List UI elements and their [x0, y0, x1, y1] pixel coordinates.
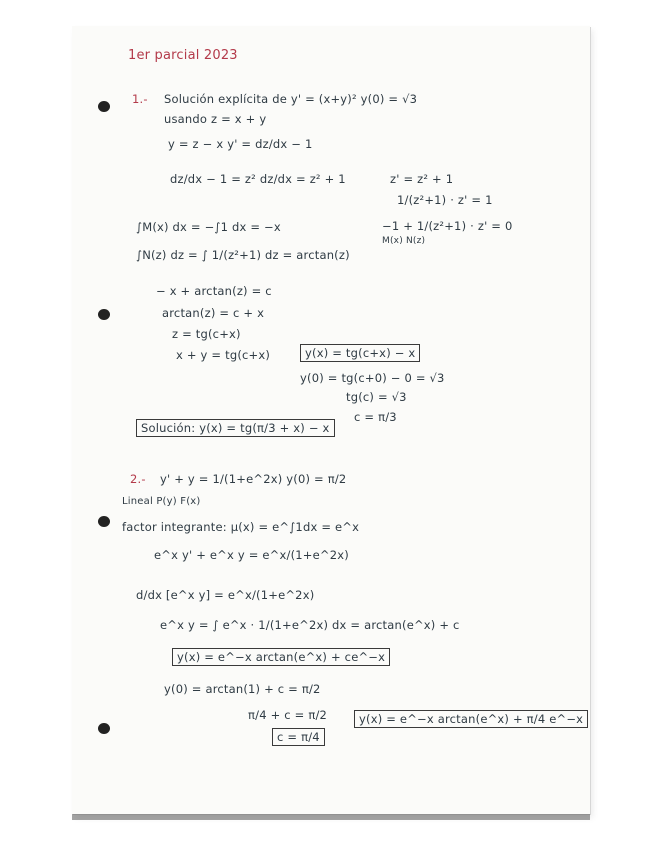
problem-statement: Solución explícita de y' = (x+y)² y(0) = √3 — [164, 92, 418, 106]
math-line: x + y = tg(c+x) — [176, 348, 271, 362]
math-line: −1 + 1/(z²+1) · z' = 0 — [382, 219, 513, 233]
math-line: ∫M(x) dx = −∫1 dx = −x — [136, 220, 281, 234]
math-line: Lineal P(y) F(x) — [122, 496, 201, 507]
math-line: M(x) N(z) — [382, 236, 426, 246]
solution-box: Solución: y(x) = tg(π/3 + x) − x — [136, 419, 335, 437]
math-line: usando z = x + y — [164, 112, 267, 126]
page-title: 1er parcial 2023 — [128, 48, 238, 63]
boxed-constant: c = π/4 — [272, 728, 325, 746]
boxed-general-solution: y(x) = e^−x arctan(e^x) + ce^−x — [172, 648, 390, 666]
solution-box: y(x) = e^−x arctan(e^x) + π/4 e^−x — [354, 710, 588, 728]
binder-hole — [98, 723, 110, 734]
math-line: − x + arctan(z) = c — [156, 284, 272, 298]
math-line: d/dx [e^x y] = e^x/(1+e^2x) — [136, 588, 315, 602]
boxed-general-solution: y(x) = tg(c+x) − x — [300, 344, 420, 362]
math-line: z = tg(c+x) — [172, 327, 241, 341]
math-line: c = π/3 — [354, 410, 397, 424]
math-line: z' = z² + 1 — [390, 172, 454, 186]
notebook-page — [72, 26, 590, 814]
math-line: y(0) = tg(c+0) − 0 = √3 — [300, 371, 445, 385]
math-line: y(0) = arctan(1) + c = π/2 — [164, 682, 321, 696]
math-line: arctan(z) = c + x — [162, 306, 265, 320]
binder-hole — [98, 101, 110, 112]
math-line: ∫N(z) dz = ∫ 1/(z²+1) dz = arctan(z) — [136, 248, 350, 262]
math-line: factor integrante: μ(x) = e^∫1dx = e^x — [122, 520, 360, 534]
problem-number: 2.- — [130, 472, 146, 486]
binder-hole — [98, 309, 110, 320]
math-line: dz/dx − 1 = z² dz/dx = z² + 1 — [170, 172, 346, 186]
math-line: 1/(z²+1) · z' = 1 — [397, 193, 493, 207]
math-line: e^x y' + e^x y = e^x/(1+e^2x) — [154, 548, 349, 562]
binder-hole — [98, 516, 110, 527]
problem-number: 1.- — [132, 92, 148, 106]
problem-statement: y' + y = 1/(1+e^2x) y(0) = π/2 — [160, 472, 347, 486]
math-line: y = z − x y' = dz/dx − 1 — [168, 137, 313, 151]
math-line: tg(c) = √3 — [346, 390, 407, 404]
math-line: π/4 + c = π/2 — [248, 708, 328, 722]
math-line: e^x y = ∫ e^x · 1/(1+e^2x) dx = arctan(e^x) + c — [160, 618, 460, 632]
